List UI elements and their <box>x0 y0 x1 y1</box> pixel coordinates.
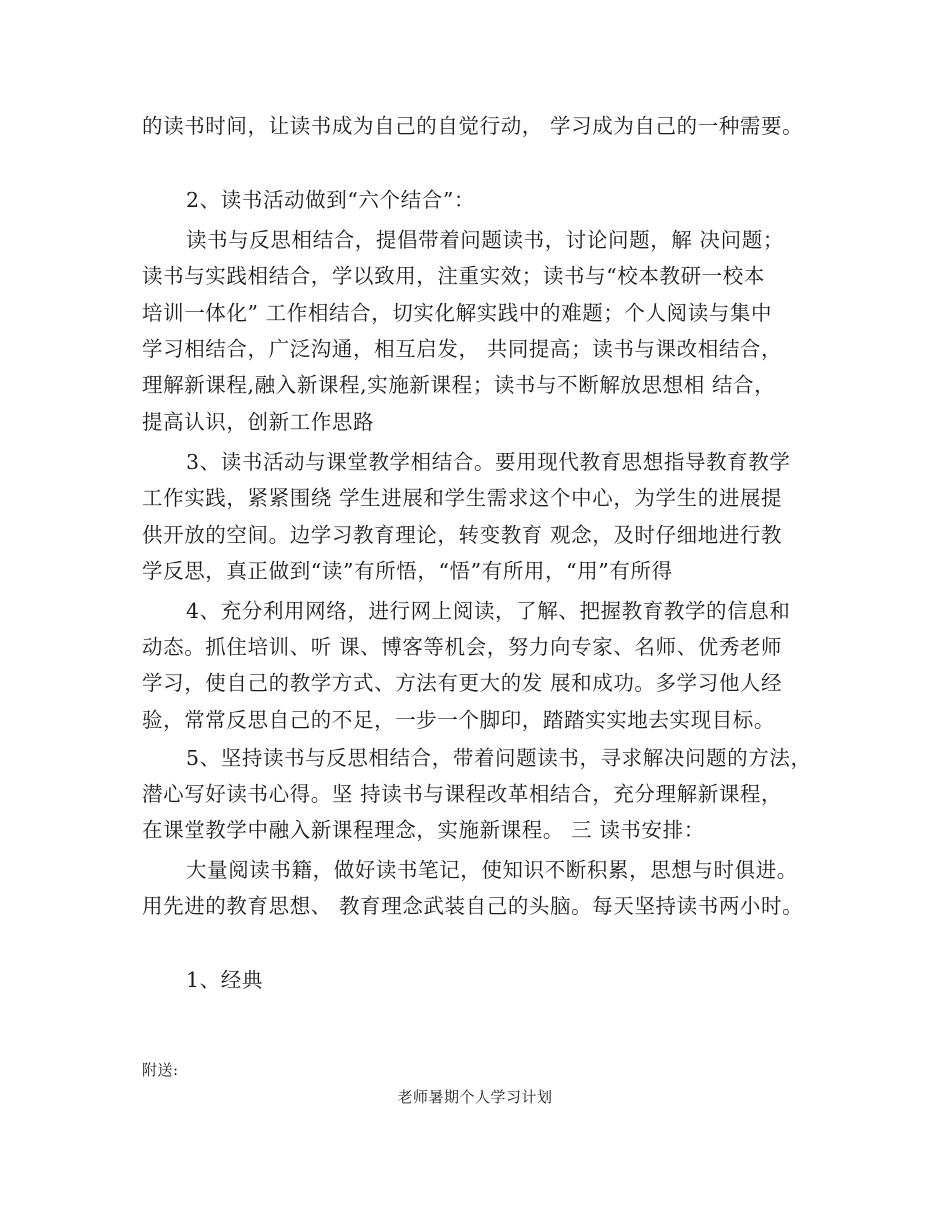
paragraph-line: 在课堂教学中融入新课程理念，实施新课程。 三 读书安排： <box>142 818 705 842</box>
paragraph-line: 学习相结合，广泛沟通，相互启发， 共同提高；读书与课改相结合， <box>142 337 783 361</box>
list-item: 1、经典 <box>186 968 263 992</box>
paragraph-line: 用先进的教育思想、 教育理念武装自己的头脑。每天坚持读书两小时。 <box>142 894 804 918</box>
section-heading: 2、读书活动做到“六个结合”： <box>186 188 476 212</box>
paragraph-line: 工作实践，紧紧围绕 学生进展和学生需求这个中心，为学生的进展提 <box>142 486 783 510</box>
paragraph-line: 读书与实践相结合，学以致用，注重实效；读书与“校本教研一校本 <box>142 264 765 288</box>
paragraph-line: 5、坚持读书与反思相结合，带着问题读书，寻求解决问题的方法， <box>186 746 812 770</box>
paragraph-line: 提高认识，创新工作思路 <box>142 410 375 434</box>
paragraph-line: 读书与反思相结合，提倡带着问题读书，讨论问题，解 决问题； <box>186 228 784 252</box>
paragraph-line: 验，常常反思自己的不足，一步一个脚印，踏踏实实地去实现目标。 <box>142 708 775 732</box>
paragraph-line: 大量阅读书籍，做好读书笔记，使知识不断积累，思想与时俱进。 <box>186 858 798 882</box>
paragraph-line: 的读书时间，让读书成为自己的自觉行动， 学习成为自己的一种需要。 <box>142 114 804 138</box>
paragraph-line: 4、充分利用网络，进行网上阅读，了解、把握教育教学的信息和 <box>186 599 791 623</box>
paragraph-line: 理解新课程,融入新课程,实施新课程；读书与不断解放思想相 结合， <box>142 373 776 397</box>
paragraph-line: 动态。抓住培训、听 课、博客等机会，努力向专家、名师、优秀老师 <box>142 635 783 659</box>
paragraph-line: 3、读书活动与课堂教学相结合。要用现代教育思想指导教育教学 <box>186 450 791 474</box>
appendix-label: 附送: <box>142 1061 179 1079</box>
appendix-title: 老师暑期个人学习计划 <box>397 1088 553 1106</box>
paragraph-line: 供开放的空间。边学习教育理论，转变教育 观念，及时仔细地进行教 <box>142 523 783 547</box>
paragraph-line: 学习，使自己的教学方式、方法有更大的发 展和成功。多学习他人经 <box>142 671 783 695</box>
paragraph-line: 潜心写好读书心得。坚 持读书与课程改革相结合，充分理解新课程， <box>142 782 783 806</box>
paragraph-line: 学反思，真正做到“读”有所悟，“悟”有所用，“用”有所得 <box>142 559 673 583</box>
paragraph-line: 培训一体化” 工作相结合，切实化解实践中的难题；个人阅读与集中 <box>142 301 773 325</box>
